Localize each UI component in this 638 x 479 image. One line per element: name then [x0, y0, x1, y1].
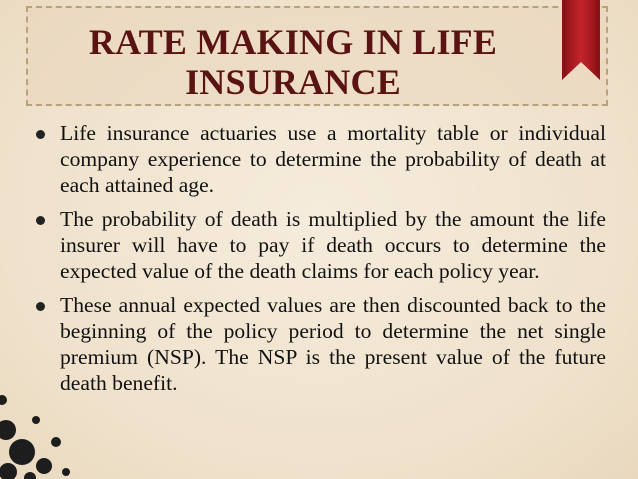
- bullet-text: These annual expected values are then discounted back to the beginning of the policy period to determine the net single premium (NSP). The NSP is the present value of the future death benefit.: [60, 293, 606, 395]
- bullet-icon: [36, 216, 45, 225]
- bullet-text: Life insurance actuaries use a mortality table or individual company experience to determine the probability of death at each attained age.: [60, 121, 606, 197]
- bullet-item: [34, 206, 606, 284]
- bullet-icon: [36, 130, 45, 139]
- bookmark-ribbon-icon: [562, 0, 600, 80]
- slide-title: RATE MAKING IN LIFE INSURANCE: [88, 22, 498, 102]
- bullet-item: [34, 120, 606, 198]
- bullet-text: The probability of death is multiplied by the amount the life insurer will have to pay if death occurs to determine the expected value of the death claims for each policy year.: [60, 207, 606, 283]
- bullet-list: [34, 120, 606, 404]
- bullet-item: [34, 292, 606, 396]
- bullet-icon: [36, 302, 45, 311]
- ink-splatter-decoration: [0, 380, 80, 479]
- title-box: [26, 6, 608, 106]
